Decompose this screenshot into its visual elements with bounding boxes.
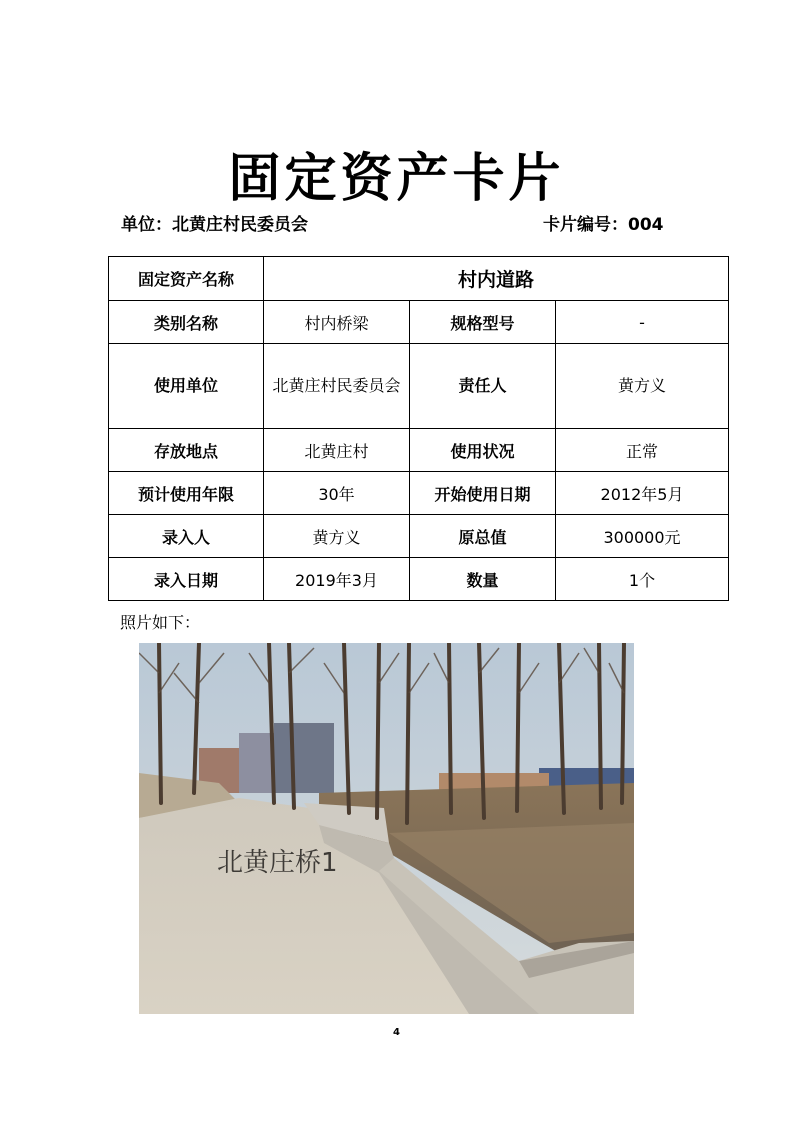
- cell-value: 2019年3月: [264, 558, 410, 601]
- cell-value: 1个: [556, 558, 729, 601]
- cell-value: 300000元: [556, 515, 729, 558]
- table-row: [109, 344, 729, 429]
- cell-value: 黄方义: [556, 344, 729, 429]
- cell-label: 类别名称: [109, 301, 264, 344]
- photo-caption: 北黄庄桥1: [217, 848, 338, 878]
- cell-label: 使用单位: [109, 344, 264, 429]
- cell-value: 村内桥梁: [264, 301, 410, 344]
- cell-value: 北黄庄村: [264, 429, 410, 472]
- table-row: [109, 301, 729, 344]
- cell-value: 正常: [556, 429, 729, 472]
- asset-card-table: [108, 256, 729, 601]
- table-row: [109, 558, 729, 601]
- cell-label: 录入人: [109, 515, 264, 558]
- cell-label: 使用状况: [410, 429, 556, 472]
- table-row: [109, 515, 729, 558]
- page-number: 4: [393, 1027, 400, 1038]
- unit-line: 单位：北黄庄村民委员会: [121, 215, 308, 235]
- cell-value: 2012年5月: [556, 472, 729, 515]
- cell-label: 原总值: [410, 515, 556, 558]
- table-row: [109, 257, 729, 301]
- table-row: [109, 429, 729, 472]
- cell-label: 录入日期: [109, 558, 264, 601]
- cell-label: 存放地点: [109, 429, 264, 472]
- table-row: [109, 472, 729, 515]
- asset-name-value: 村内道路: [264, 257, 729, 301]
- cell-label: 规格型号: [410, 301, 556, 344]
- cell-value: -: [556, 301, 729, 344]
- asset-name-label: 固定资产名称: [109, 257, 264, 301]
- card-number: 卡片编号：004: [543, 215, 664, 235]
- cell-label: 预计使用年限: [109, 472, 264, 515]
- bridge-photo: [139, 643, 634, 1014]
- cell-value: 北黄庄村民委员会: [264, 344, 410, 429]
- cell-label: 责任人: [410, 344, 556, 429]
- cell-label: 数量: [410, 558, 556, 601]
- cell-value: 30年: [264, 472, 410, 515]
- photo-label: 照片如下：: [120, 613, 201, 632]
- cell-label: 开始使用日期: [410, 472, 556, 515]
- document-title: 固定资产卡片: [228, 148, 565, 209]
- cell-value: 黄方义: [264, 515, 410, 558]
